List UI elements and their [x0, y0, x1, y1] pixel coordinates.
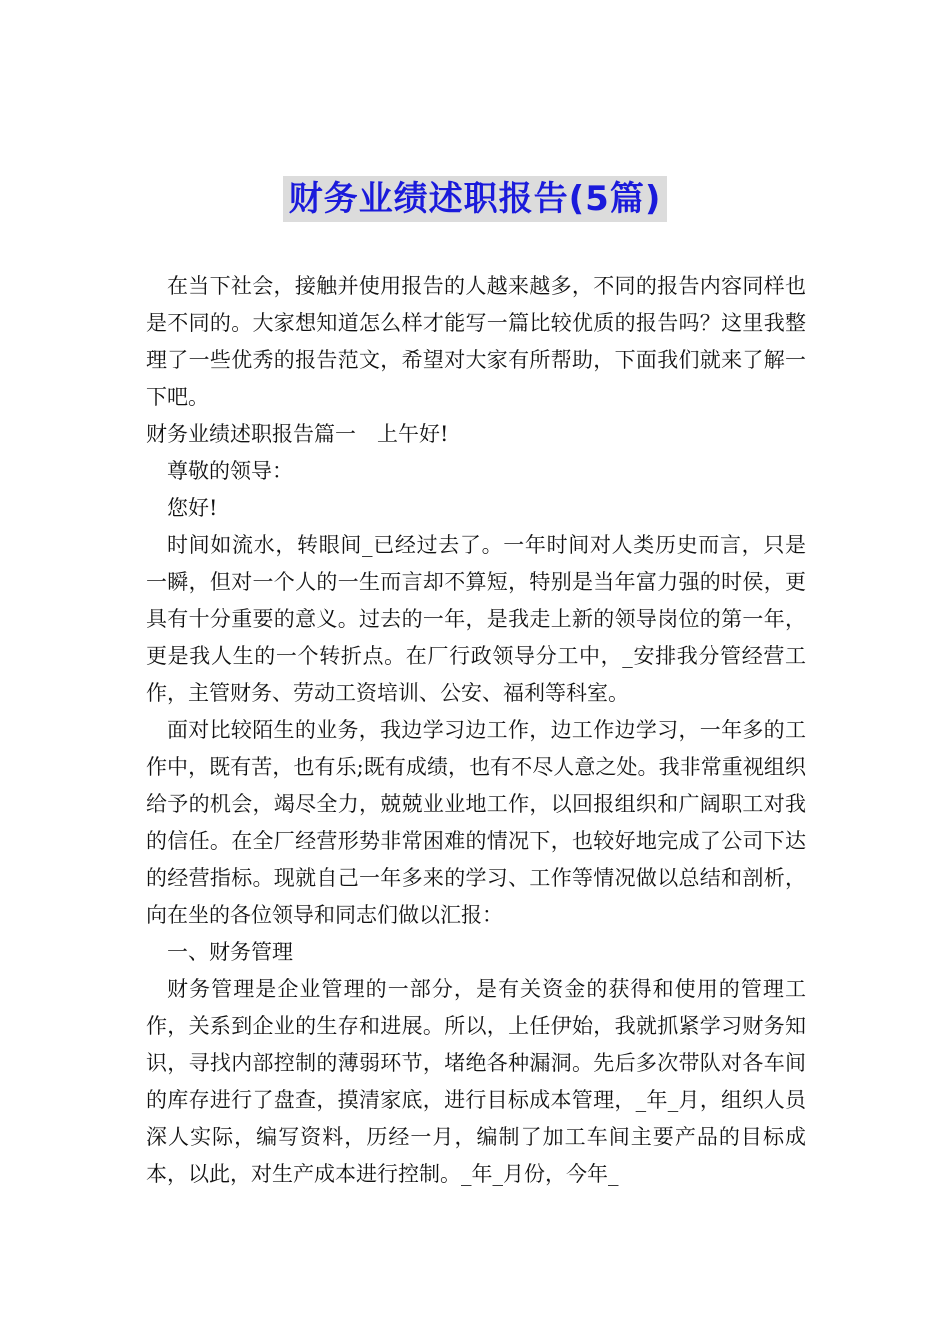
title-container: [0, 176, 950, 222]
salutation: 尊敬的领导：: [167, 459, 293, 483]
subheading-finance: 一、财务管理: [167, 940, 293, 964]
intro-paragraph: 在当下社会，接触并使用报告的人越来越多，不同的报告内容同样也是不同的。大家想知道怎么样才能写一篇比较优质的报告吗？这里我整理了一些优秀的报告范文，希望对大家有所帮助，下面我们就来了解一下吧。: [146, 274, 806, 409]
section-heading-1: 财务业绩述职报告篇一 上午好!: [146, 422, 449, 446]
body-paragraph-3: 财务管理是企业管理的一部分，是有关资金的获得和使用的管理工作，关系到企业的生存和进展。所以，上任伊始，我就抓紧学习财务知识，寻找内部控制的薄弱环节，堵绝各种漏洞。先后多次带队对各车间的库存进行了盘查，摸清家底，进行目标成本管理，_年_月，组织人员深人实际，编写资料，历经一月，编制了加工车间主要产品的目标成本，以此，对生产成本进行控制。_年_月份，今年_: [146, 977, 806, 1186]
body-paragraph-1: 时间如流水，转眼间_已经过去了。一年时间对人类历史而言，只是一瞬，但对一个人的一生而言却不算短，特别是当年富力强的时侯，更具有十分重要的意义。过去的一年，是我走上新的领导岗位的第一年，更是我人生的一个转折点。在厂行政领导分工中，_安排我分管经营工作，主管财务、劳动工资培训、公安、福利等科室。: [146, 533, 806, 705]
body-paragraph-2: 面对比较陌生的业务，我边学习边工作，边工作边学习，一年多的工作中，既有苦，也有乐;既有成绩，也有不尽人意之处。我非常重视组织给予的机会，竭尽全力，兢兢业业地工作，以回报组织和广阔职工对我的信任。在全厂经营形势非常困难的情况下，也较好地完成了公司下达的经营指标。现就自己一年多来的学习、工作等情况做以总结和剖析，向在坐的各位领导和同志们做以汇报：: [146, 718, 806, 927]
document-title: 财务业绩述职报告(5篇): [283, 176, 668, 222]
greeting: 您好!: [167, 496, 218, 520]
document-body: [146, 268, 806, 1193]
